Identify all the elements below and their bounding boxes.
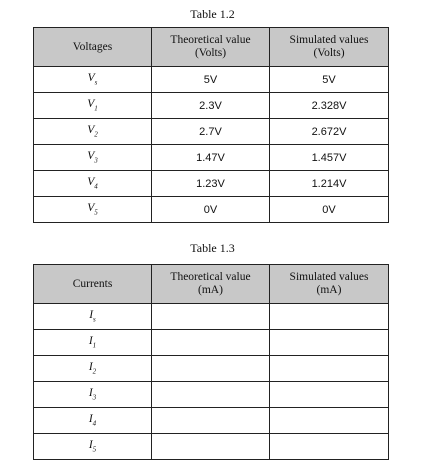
simulated-value-cell: [270, 356, 389, 382]
simulated-value-cell: 1.457V: [270, 145, 389, 171]
variable-cell: [34, 119, 152, 145]
variable-subscript: 5: [94, 208, 98, 217]
header-theoretical-label: Theoretical value: [170, 271, 251, 283]
variable-subscript: 2: [92, 367, 97, 376]
header-voltages-label: Voltages: [72, 40, 113, 53]
variable-symbol: V: [87, 124, 95, 137]
variable-cell: [34, 330, 152, 356]
variable-symbol: I: [88, 361, 93, 374]
currents-table: [33, 264, 389, 460]
header-voltages: [34, 28, 152, 67]
currents-table-header-row: [34, 265, 389, 304]
theoretical-value-cell: 1.23V: [152, 171, 270, 197]
theoretical-value-cell: 1.47V: [152, 145, 270, 171]
variable-symbol: I: [88, 413, 93, 426]
variable-cell: [34, 356, 152, 382]
theoretical-value-cell: [152, 304, 270, 330]
header-simulated-unit: (mA): [316, 284, 342, 296]
simulated-value-cell: [270, 382, 389, 408]
variable-symbol: I: [88, 439, 93, 452]
table-row: [34, 119, 389, 145]
variable-symbol: V: [87, 150, 95, 163]
variable-subscript: 4: [94, 182, 98, 191]
variable-cell: [34, 304, 152, 330]
header-theoretical-unit: (Volts): [194, 47, 227, 59]
theoretical-value-cell: [152, 408, 270, 434]
simulated-value-cell: 2.328V: [270, 93, 389, 119]
variable-cell: [34, 434, 152, 460]
simulated-value-cell: [270, 408, 389, 434]
theoretical-value-cell: [152, 330, 270, 356]
header-simulated-label: Simulated values: [289, 271, 369, 283]
table-row: [34, 434, 389, 460]
simulated-value-cell: 5V: [270, 67, 389, 93]
variable-cell: [34, 93, 152, 119]
variable-cell: [34, 145, 152, 171]
table-row: [34, 197, 389, 223]
variable-symbol: V: [87, 176, 95, 189]
theoretical-value-cell: [152, 382, 270, 408]
voltages-table-header-row: [34, 28, 389, 67]
theoretical-value-cell: [152, 356, 270, 382]
variable-subscript: 4: [92, 419, 97, 428]
theoretical-value-cell: 5V: [152, 67, 270, 93]
header-theoretical-volts: [152, 28, 270, 67]
variable-subscript: s: [94, 78, 98, 87]
header-simulated-label: Simulated values: [289, 34, 369, 46]
variable-cell: [34, 382, 152, 408]
variable-subscript: s: [93, 315, 96, 324]
table-row: [34, 93, 389, 119]
voltages-table: [33, 27, 389, 223]
theoretical-value-cell: [152, 434, 270, 460]
variable-subscript: 1: [92, 341, 97, 350]
variable-symbol: I: [89, 309, 94, 322]
simulated-value-cell: [270, 304, 389, 330]
table-row: [34, 171, 389, 197]
variable-subscript: 3: [94, 156, 98, 165]
simulated-value-cell: [270, 434, 389, 460]
header-simulated-ma: [270, 265, 389, 304]
theoretical-value-cell: 2.3V: [152, 93, 270, 119]
variable-cell: [34, 171, 152, 197]
variable-symbol: I: [88, 387, 93, 400]
theoretical-value-cell: 2.7V: [152, 119, 270, 145]
header-theoretical-unit: (mA): [198, 284, 223, 296]
variable-subscript: 1: [94, 104, 98, 113]
table-1-3-caption: Table 1.3: [190, 241, 235, 255]
table-row: [34, 304, 389, 330]
theoretical-value-cell: 0V: [152, 197, 270, 223]
header-currents-label: Currents: [72, 277, 113, 290]
header-simulated-unit: (Volts): [313, 47, 345, 59]
variable-symbol: V: [87, 72, 95, 85]
variable-subscript: 5: [92, 445, 97, 454]
table-row: [34, 382, 389, 408]
header-theoretical-label: Theoretical value: [170, 34, 251, 46]
variable-symbol: V: [87, 98, 95, 111]
header-theoretical-ma: [152, 265, 270, 304]
variable-subscript: 3: [92, 393, 97, 402]
table-row: [34, 145, 389, 171]
variable-symbol: V: [87, 202, 95, 215]
simulated-value-cell: 1.214V: [270, 171, 389, 197]
header-simulated-volts: [270, 28, 389, 67]
variable-cell: [34, 67, 152, 93]
table-row: [34, 408, 389, 434]
variable-subscript: 2: [94, 130, 98, 139]
table-row: [34, 356, 389, 382]
simulated-value-cell: [270, 330, 389, 356]
simulated-value-cell: 2.672V: [270, 119, 389, 145]
header-currents: [34, 265, 152, 304]
table-row: [34, 67, 389, 93]
table-row: [34, 330, 389, 356]
table-1-2-caption: Table 1.2: [190, 7, 235, 21]
variable-symbol: I: [88, 335, 93, 348]
simulated-value-cell: 0V: [270, 197, 389, 223]
variable-cell: [34, 197, 152, 223]
variable-cell: [34, 408, 152, 434]
